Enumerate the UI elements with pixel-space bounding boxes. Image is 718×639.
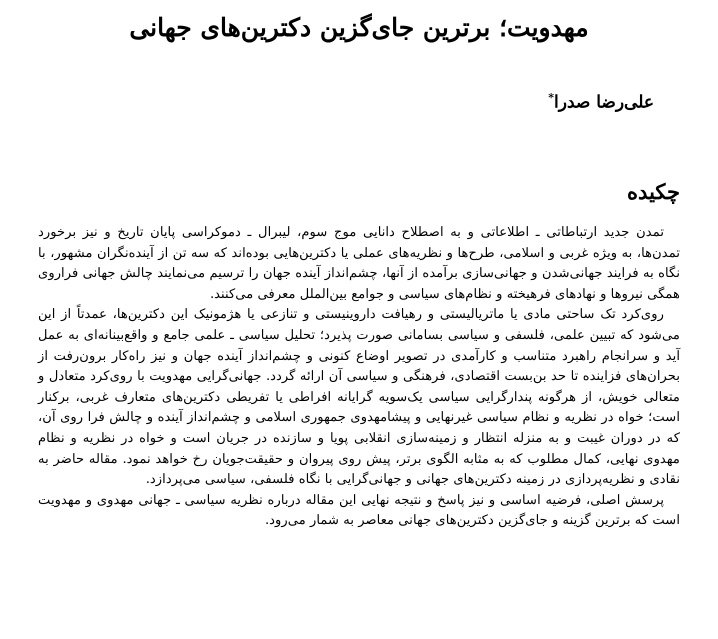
author-footnote-mark: * xyxy=(548,91,555,104)
abstract-heading: چکیده xyxy=(627,179,680,204)
author-line xyxy=(548,86,654,115)
author-name: علی‌رضا صدرا xyxy=(554,92,654,113)
abstract-paragraph-1: تمدن جدید ارتباطاتی ـ اطلاعاتی و به اصطلاح دانایی موج سوم، لیبرال ـ دموکراسی پایان تاریخ و نیز برخورد تمدن‌ها، به ویژه غربی و اسلامی، طرح‌ها و نظریه‌های عملی یا دکترین‌هایی بوده‌اند که سه تن از آینده‌نگران مشهور، با نگاه به فرایند جهانی‌شدن و جهانی‌سازی برآمده از آنها، چشم‌انداز آینده جهان را ترسیم می‌نمایند چالش جهانی فراروی همگی نیروها و نهادهای فرهیخته و نظام‌های سیاسی و جوامع بین‌الملل معرفی می‌کنند. xyxy=(38,225,680,302)
paper-title: مهدویت؛ برترین جای‌گزین دکترین‌های جهانی xyxy=(129,13,589,42)
abstract-paragraph-2: روی‌کرد تک ساحتی مادی یا ماتریالیستی و رهیافت داروینیستی و تنازعی یا هژمونیک این دکترین‌ها، عمدتاً از این می‌شود که تبیین علمی، فلسفی و سیاسی بسامانی صورت پذیرد؛ تحلیل سیاسی ـ علمی جامع و واقع‌بینانه‌ای به عمل آید و سرانجام راهبرد متناسب و کارآمدی در تصویر اوضاع کنونی و چشم‌انداز آینده جهان و نیز راه‌کار برون‌رفت از بحران‌های فزاینده تا حد بن‌بست اقتصادی، فرهنگی و سیاسی آن ارائه گردد. جهانی‌گرایی مهدویت با روی‌کرد متعادل و متعالی خویش، از هرگونه پندارگرایی سیاسی یک‌سویه گرایانه افراطی یا تفریطی دکترین‌های متعارف غربی، برکنار است؛ خواه در نظریه و نظام سیاسی غیرنهایی و پیشامهدوی جمهوری اسلامی و چشم‌انداز آینده و چالش فرا روی آن، که در دوران غیبت و به منزله انتظار و زمینه‌سازی انقلابی پویا و سازنده در جریان است و خواه در نظریه و نظام مهدوی نهایی، کمال مطلوب که به مثابه الگوی برتر، پیش روی پیروان و حقیقت‌جویان رخ خواهد نمود. مقاله حاضر به نقادی و نظریه‌پردازی در زمینه دکترین‌های جهانی و جهانی‌گرایی با نگاه فلسفی، سیاسی می‌پردازد. xyxy=(38,307,680,488)
abstract-body xyxy=(38,223,680,532)
abstract-paragraph-3: پرسش اصلی، فرضیه اساسی و نیز پاسخ و نتیجه نهایی این مقاله درباره نظریه سیاسی ـ جهانی مهدوی و مهدویت است که برترین گزینه و جای‌گزین دکترین‌های جهانی معاصر به شمار می‌رود. xyxy=(38,492,680,529)
